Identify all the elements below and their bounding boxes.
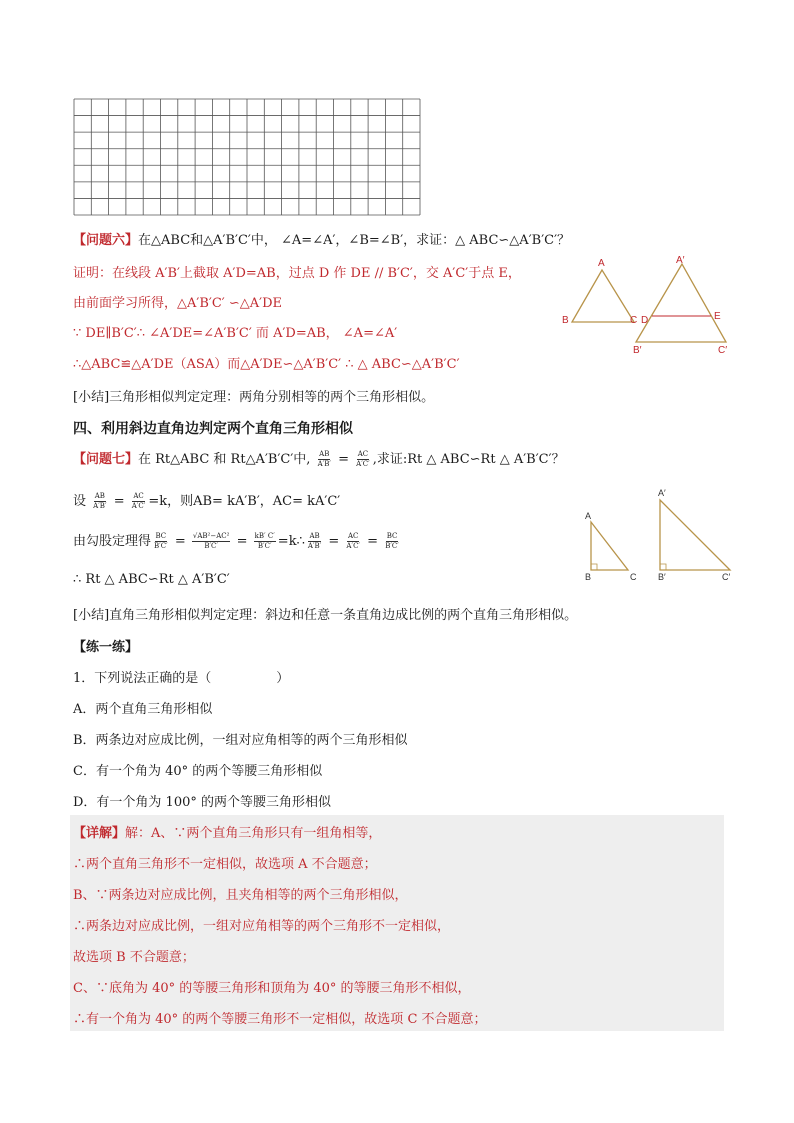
solution-line-4: ∴两条边对应成比例，一组对应角相等的两个三角形不一定相似， [73, 919, 451, 934]
figure-right-triangles [580, 484, 740, 584]
right-triangle-abc [591, 522, 628, 570]
problem6-summary: [小结]三角形相似判定定理：两角分别相等的两个三角形相似。 [73, 390, 435, 405]
practice-heading: 【练一练】 [73, 640, 139, 655]
fraction-ac: $\frac{AC}{A'C'}$ [356, 450, 370, 468]
fraction-ab: $\frac{AB}{A'B'}$ [307, 532, 322, 550]
equals-sign: = [338, 452, 350, 467]
solution-line-3: B、∵两条边对应成比例，且夹角相等的两个三角形相似， [73, 888, 408, 903]
fraction-bc: $\frac{BC}{B'C'}$ [385, 532, 399, 550]
label-a-prime: A′ [658, 488, 666, 498]
section4-title: 四、利用斜边直角边判定两个直角三角形相似 [73, 421, 353, 437]
problem7-text-c: ,求证:Rt △ ABC∽Rt △ A′B′C′？ [372, 452, 565, 467]
proof-line-2: 由前面学习所得，△A′B′C′ ∽△A′DE [73, 296, 283, 311]
proof-line-1: 证明：在线段 A′B′上截取 A′D=AB，过点 D 作 DE // B′C′，交 A′C′于点 E， [73, 266, 521, 281]
problem7-conclusion: ∴ Rt △ ABC∽Rt △ A′B′C′ [73, 572, 230, 587]
label-c-prime: C′ [722, 572, 731, 582]
fraction-kbc: $\frac{kB' C'}{B'C'}$ [254, 532, 275, 550]
solution-line-7: ∴有一个角为 40° 的两个等腰三角形不一定相似，故选项 C 不合题意； [73, 1012, 487, 1027]
option-b: B．两条边对应成比例，一组对应角相等的两个三角形相似 [73, 733, 408, 748]
practice-question: 1．下列说法正确的是（ ） [73, 671, 290, 686]
solution-line-1: 【详解】解：A、∵两个直角三角形只有一组角相等， [73, 826, 382, 841]
problem6-heading: 【问题六】 [73, 233, 139, 248]
fraction-ac: $\frac{AC}{A'C'}$ [131, 492, 146, 510]
solution-line-5: 故选项 B 不合题意； [73, 950, 195, 965]
label-e: E [714, 311, 721, 322]
label-a: A [585, 511, 592, 521]
problem7-line2: 由勾股定理得 $\frac{BC}{B'C'}$ = $\frac{\text{√AB²−AC²}}{B'C'}$ = $\frac{kB' C'}{B'C'}$ =k∴ $\frac{AB}{A'B'}$ = $\frac{AC}{A'C'}$ = $\frac{BC}{B'C'}$ [73, 532, 399, 550]
triangle-abc [572, 270, 634, 322]
proof-line-3: ∵ DE∥B′C′∴ ∠A′DE=∠A′B′C′ 而 A′D=AB， ∠A=∠A′ [73, 326, 398, 341]
fraction-sqrt: $\frac{\text{√AB²−AC²}}{B'C'}$ [192, 532, 230, 550]
solution-line-6: C、∵底角为 40° 的等腰三角形和顶角为 40° 的等腰三角形不相似， [73, 981, 471, 996]
triangle-a-prime [636, 264, 726, 342]
option-d: D．有一个角为 100° 的两个等腰三角形相似 [73, 795, 332, 810]
fraction-bc: $\frac{BC}{B'C'}$ [154, 532, 168, 550]
option-a: A．两个直角三角形相似 [73, 702, 213, 717]
problem7-summary: [小结]直角三角形相似判定定理：斜边和任意一条直角边成比例的两个直角三角形相似。 [73, 608, 578, 623]
problem7-statement [73, 448, 565, 469]
problem7-text-a: 在 Rt△ABC 和 Rt△A′B′C′中, [138, 452, 311, 467]
fraction-ab: $\frac{AB}{A'B'}$ [317, 450, 331, 468]
label-b-prime: B′ [633, 345, 642, 356]
label-c: C [630, 572, 637, 582]
right-triangle-a-prime [660, 500, 730, 570]
label-a-prime: A′ [676, 255, 685, 266]
fraction-ab: $\frac{AB}{A'B'}$ [93, 492, 107, 510]
label-b: B [585, 572, 592, 582]
label-c-prime: C′ [718, 345, 728, 356]
option-c: C．有一个角为 40° 的两个等腰三角形相似 [73, 764, 323, 779]
label-a: A [598, 258, 605, 269]
label-d: D [641, 315, 649, 326]
label-b: B [562, 315, 569, 326]
label-b-prime: B′ [658, 572, 666, 582]
proof-line-4: ∴△ABC≌△A′DE（ASA）而△A′DE∽△A′B′C′ ∴ △ ABC∽△A′B′C′ [73, 357, 460, 372]
solution-line-2: ∴两个直角三角形不一定相似，故选项 A 不合题意； [73, 857, 377, 872]
problem6-text: 在△ABC和△A′B′C′中， ∠A=∠A′，∠B=∠B′，求证：△ ABC∽△A′B′C′？ [138, 233, 571, 248]
problem7-line1: 设 $\frac{AB}{A'B'}$ = $\frac{AC}{A'C'}$ =k，则AB= kA′B′，AC= kA′C′ [73, 492, 341, 510]
figure-similar-triangles [560, 252, 740, 357]
problem7-heading: 【问题七】 [73, 452, 139, 467]
writing-grid [73, 98, 421, 216]
label-c: C [630, 315, 638, 326]
fraction-ac: $\frac{AC}{A'C'}$ [346, 532, 361, 550]
problem6-statement [73, 229, 570, 248]
